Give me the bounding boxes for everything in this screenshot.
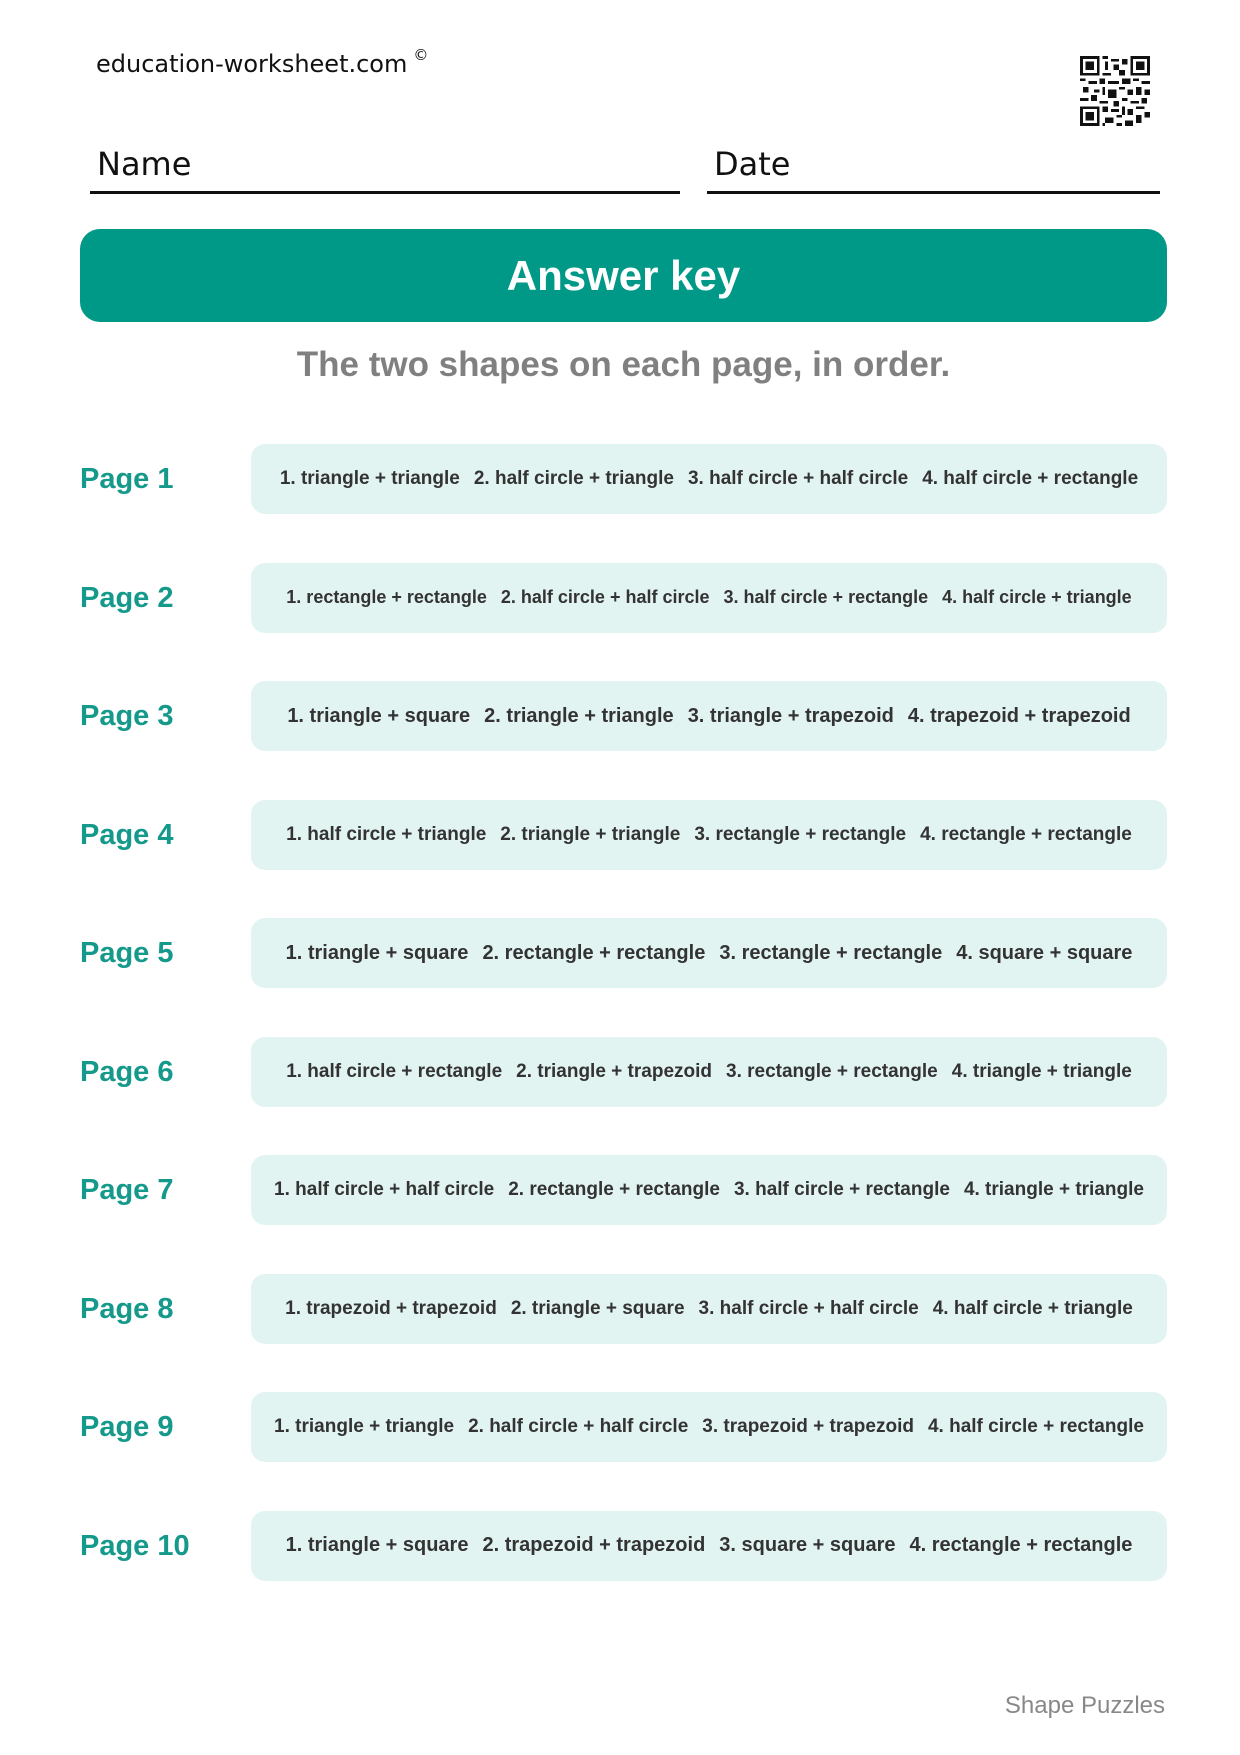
page-row	[0, 1037, 1240, 1107]
answer-item: 1. triangle + triangle	[279, 468, 460, 489]
answer-item: 3. rectangle + rectangle	[694, 823, 907, 845]
page-row	[0, 1392, 1240, 1462]
answer-item: 1. half circle + triangle	[286, 823, 487, 845]
answer-item: 2. half circle + triangle	[473, 468, 674, 489]
answer-item: 1. triangle + triangle	[274, 1416, 455, 1437]
answer-item: 4. square + square	[956, 941, 1133, 964]
qr-code-icon	[1080, 56, 1150, 126]
copyright-mark: ©	[413, 46, 429, 64]
answer-item: 2. triangle + square	[510, 1297, 685, 1319]
date-label: Date	[714, 145, 791, 183]
page-label: Page 10	[80, 1529, 190, 1562]
answer-item: 1. half circle + rectangle	[286, 1060, 503, 1082]
answer-item: 4. rectangle + rectangle	[909, 1534, 1133, 1556]
answer-item: 3. square + square	[719, 1534, 896, 1556]
answer-item: 3. half circle + rectangle	[723, 587, 929, 607]
answer-item: 2. half circle + half circle	[468, 1416, 689, 1437]
answer-item: 4. half circle + rectangle	[927, 1416, 1144, 1437]
answer-box	[251, 1274, 1167, 1344]
answer-item: 3. trapezoid + trapezoid	[702, 1416, 914, 1437]
footer-title: Shape Puzzles	[1004, 1692, 1165, 1719]
answer-item: 4. half circle + triangle	[932, 1297, 1133, 1319]
answer-box	[251, 681, 1167, 751]
answer-item: 3. half circle + half circle	[687, 468, 909, 489]
page-label: Page 5	[80, 937, 174, 969]
answer-item: 4. triangle + triangle	[963, 1179, 1144, 1200]
page-row	[0, 1511, 1240, 1581]
page-row	[0, 681, 1240, 751]
answer-item: 3. half circle + half circle	[698, 1297, 919, 1319]
answer-box	[251, 444, 1167, 514]
answer-item: 2. rectangle + rectangle	[508, 1179, 720, 1200]
answer-box	[251, 1037, 1167, 1107]
answer-box	[251, 1155, 1167, 1225]
page-row	[0, 444, 1240, 514]
answer-item: 3. rectangle + rectangle	[719, 941, 943, 964]
page-row	[0, 800, 1240, 870]
answer-item: 1. rectangle + rectangle	[286, 587, 487, 607]
answer-item: 4. triangle + triangle	[951, 1060, 1132, 1082]
answer-box	[251, 1511, 1167, 1581]
answer-item: 2. trapezoid + trapezoid	[482, 1534, 706, 1556]
answer-item: 3. half circle + rectangle	[733, 1179, 950, 1200]
site-name-text: education-worksheet.com	[96, 50, 408, 78]
answer-item: 4. half circle + rectangle	[922, 468, 1139, 489]
answer-box	[251, 918, 1167, 988]
answer-box	[251, 563, 1167, 633]
page-label: Page 8	[80, 1292, 174, 1325]
answer-item: 3. triangle + trapezoid	[687, 704, 894, 727]
name-label: Name	[97, 145, 192, 183]
page-label: Page 2	[80, 581, 174, 614]
page-row	[0, 918, 1240, 988]
page-label: Page 1	[80, 463, 174, 495]
answer-item: 4. half circle + triangle	[942, 587, 1132, 607]
date-field[interactable]	[707, 128, 1160, 194]
page-label: Page 3	[80, 700, 174, 732]
answer-item: 2. triangle + triangle	[500, 823, 681, 845]
answer-key-banner	[80, 229, 1167, 322]
answer-item: 1. triangle + square	[285, 1534, 469, 1556]
banner-title: Answer key	[506, 251, 741, 299]
answer-item: 4. trapezoid + trapezoid	[907, 704, 1131, 727]
answer-item: 1. trapezoid + trapezoid	[285, 1297, 497, 1319]
answer-item: 1. triangle + square	[285, 941, 469, 964]
answer-item: 2. triangle + triangle	[484, 704, 674, 727]
answer-box	[251, 800, 1167, 870]
subtitle: The two shapes on each page, in order.	[296, 345, 951, 384]
page-row	[0, 1274, 1240, 1344]
answer-item: 4. rectangle + rectangle	[920, 823, 1132, 845]
page-label: Page 9	[80, 1411, 174, 1443]
answer-item: 2. rectangle + rectangle	[482, 941, 706, 964]
site-name	[96, 46, 429, 78]
page-row	[0, 1155, 1240, 1225]
answer-item: 1. half circle + half circle	[274, 1179, 495, 1200]
answer-item: 3. rectangle + rectangle	[726, 1060, 938, 1082]
name-field[interactable]	[90, 128, 680, 194]
answer-item: 1. triangle + square	[287, 704, 471, 727]
page-row	[0, 563, 1240, 633]
page-label: Page 7	[80, 1174, 174, 1206]
answer-item: 2. triangle + trapezoid	[516, 1060, 713, 1082]
answer-item: 2. half circle + half circle	[500, 587, 710, 607]
page-label: Page 6	[80, 1055, 174, 1088]
page-label: Page 4	[80, 818, 174, 851]
answer-box	[251, 1392, 1167, 1462]
